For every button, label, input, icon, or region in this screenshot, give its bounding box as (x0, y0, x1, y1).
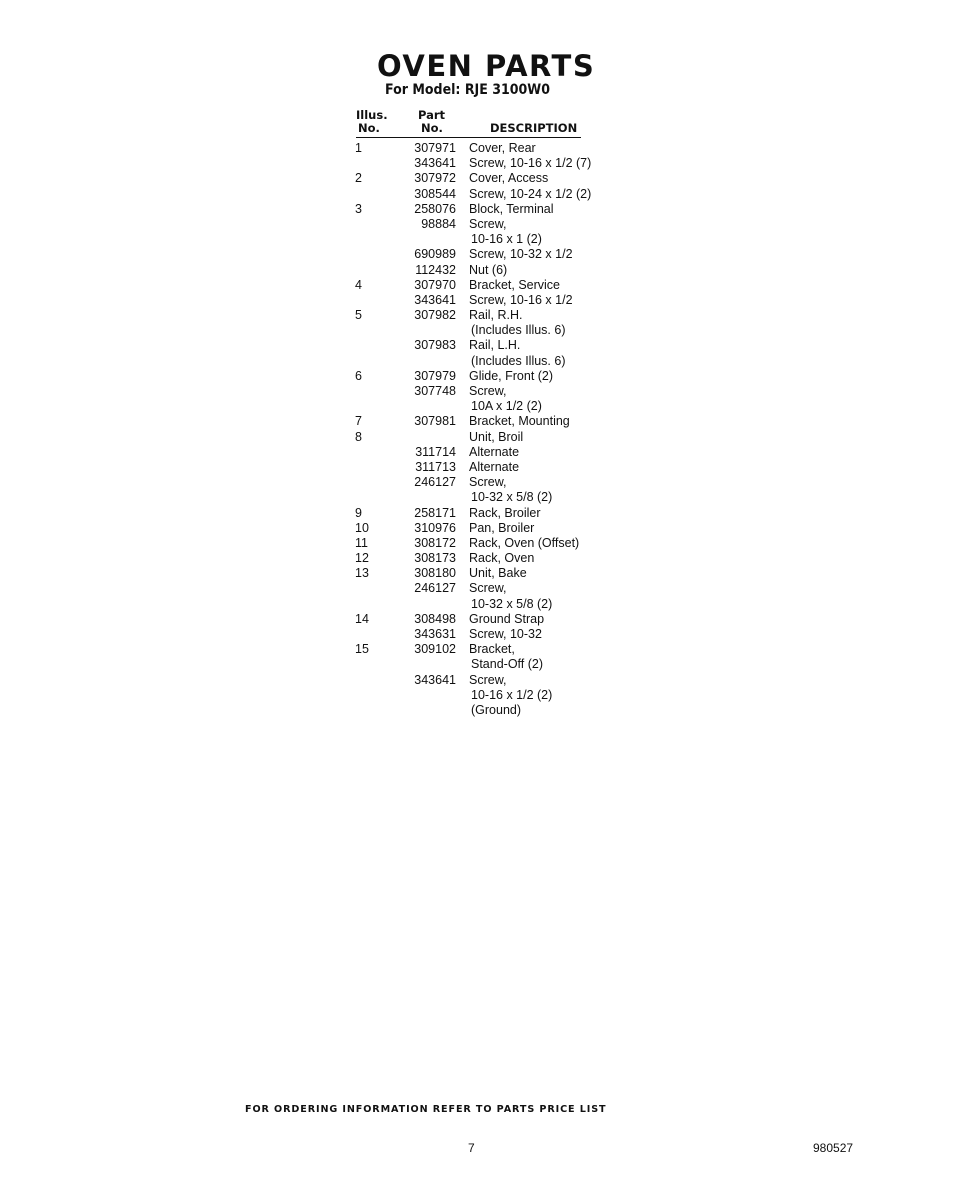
illus-number: 9 (355, 505, 362, 520)
table-row (0, 308, 953, 323)
part-description: Screw, 10-24 x 1/2 (2) (469, 186, 592, 201)
illus-number: 15 (355, 642, 369, 657)
table-row (0, 657, 953, 672)
illus-number: 10 (355, 520, 369, 535)
part-description: Rack, Oven (Offset) (469, 535, 580, 550)
table-row (0, 323, 953, 338)
part-description: Screw, (469, 581, 507, 596)
part-description: Rail, L.H. (469, 338, 521, 353)
table-row (0, 369, 953, 384)
ordering-info-note: FOR ORDERING INFORMATION REFER TO PARTS PRICE LIST (245, 1104, 607, 1115)
part-description: Bracket, Service (469, 277, 561, 292)
page-title: OVEN PARTS (377, 49, 596, 83)
header-illus-line2: No. (358, 121, 380, 135)
illus-number: 5 (355, 308, 362, 323)
illus-number: 11 (355, 535, 368, 550)
part-description: 10A x 1/2 (2) (471, 399, 542, 414)
part-number: 307983 (414, 338, 456, 353)
part-number: 307970 (414, 277, 456, 292)
table-row (0, 460, 953, 475)
part-number: 309102 (414, 642, 456, 657)
part-number: 258076 (414, 201, 456, 216)
table-row (0, 490, 953, 505)
part-description: Cover, Rear (469, 141, 536, 155)
part-description: Bracket, (469, 642, 515, 657)
part-description: Ground Strap (469, 611, 545, 626)
part-description: Bracket, Mounting (469, 414, 570, 429)
header-description: DESCRIPTION (490, 121, 578, 135)
table-row (0, 171, 953, 186)
part-description: Glide, Front (2) (469, 368, 554, 383)
part-description: 10-16 x 1 (2) (471, 232, 542, 247)
model-subtitle: For Model: RJE 3100W0 (385, 82, 550, 98)
header-illus-line1: Illus. (356, 108, 388, 122)
table-row (0, 506, 953, 521)
part-number: 307971 (414, 141, 456, 155)
illus-number: 3 (355, 201, 362, 216)
part-number: 311714 (415, 444, 456, 459)
part-number: 308544 (414, 186, 456, 201)
part-number: 308498 (414, 611, 456, 626)
part-number: 343641 (414, 156, 456, 171)
part-number: 310976 (414, 520, 456, 535)
part-description: Screw, (469, 672, 507, 687)
part-description: Unit, Bake (469, 566, 527, 581)
page-number: 7 (468, 1141, 475, 1155)
table-row (0, 384, 953, 399)
table-row (0, 597, 953, 612)
part-description: 10-16 x 1/2 (2) (471, 687, 553, 702)
illus-number: 12 (355, 551, 369, 566)
part-number: 246127 (414, 475, 456, 490)
part-number: 307981 (414, 414, 456, 429)
part-number: 258171 (414, 505, 456, 520)
part-number: 343641 (414, 292, 456, 307)
part-description: (Ground) (471, 702, 522, 717)
table-row (0, 536, 953, 551)
part-description: 10-32 x 5/8 (2) (471, 490, 553, 505)
table-row (0, 354, 953, 369)
part-number: 112432 (415, 262, 456, 277)
part-number: 307982 (414, 308, 456, 323)
table-row (0, 612, 953, 627)
illus-number: 2 (355, 171, 362, 186)
header-rule (356, 137, 581, 138)
table-row (0, 232, 953, 247)
part-number: 311713 (415, 459, 456, 474)
part-number: 307972 (414, 171, 456, 186)
table-row (0, 445, 953, 460)
parts-table (0, 141, 953, 718)
table-row (0, 475, 953, 490)
part-number: 690989 (414, 247, 456, 262)
document-number: 980527 (813, 1141, 854, 1155)
table-row (0, 217, 953, 232)
part-description: Cover, Access (469, 171, 549, 186)
part-description: Rail, R.H. (469, 308, 523, 323)
table-row (0, 521, 953, 536)
header-part-line1: Part (418, 108, 446, 122)
illus-number: 4 (355, 277, 362, 292)
table-row (0, 688, 953, 703)
table-row (0, 566, 953, 581)
part-description: Stand-Off (2) (471, 657, 544, 672)
part-number: 307748 (414, 384, 456, 398)
part-description: Screw, (469, 216, 507, 231)
part-number: 307979 (414, 368, 456, 383)
table-row (0, 673, 953, 688)
illus-number: 7 (355, 414, 362, 429)
part-number: 343641 (414, 672, 456, 687)
part-description: Screw, 10-32 (469, 627, 542, 641)
table-row (0, 399, 953, 414)
part-description: Pan, Broiler (469, 520, 535, 535)
table-row (0, 551, 953, 566)
table-row (0, 430, 953, 445)
table-row (0, 263, 953, 278)
table-row (0, 642, 953, 657)
illus-number: 6 (355, 368, 362, 383)
table-row (0, 202, 953, 217)
part-number: 308172 (414, 535, 456, 550)
part-description: Screw, 10-16 x 1/2 (469, 292, 573, 307)
table-row (0, 141, 953, 156)
illus-number: 14 (355, 611, 369, 626)
part-description: Rack, Broiler (469, 505, 541, 520)
part-description: 10-32 x 5/8 (2) (471, 596, 553, 611)
table-row (0, 703, 953, 718)
header-part-line2: No. (421, 121, 443, 135)
part-description: Alternate (469, 459, 520, 474)
illus-number: 13 (355, 566, 369, 581)
part-description: (Includes Illus. 6) (471, 323, 566, 338)
table-row (0, 278, 953, 293)
illus-number: 8 (355, 429, 362, 444)
table-row (0, 247, 953, 262)
part-number: 98884 (421, 216, 456, 231)
table-row (0, 187, 953, 202)
part-number: 246127 (414, 581, 456, 596)
part-number: 308173 (414, 551, 456, 566)
illus-number: 1 (355, 141, 362, 155)
table-row (0, 627, 953, 642)
part-description: (Includes Illus. 6) (471, 353, 566, 368)
part-description: Alternate (469, 444, 520, 459)
part-description: Screw, 10-32 x 1/2 (469, 247, 573, 262)
part-description: Screw, 10-16 x 1/2 (7) (469, 156, 592, 171)
part-number: 343631 (414, 627, 456, 641)
part-number: 308180 (414, 566, 456, 581)
table-row (0, 293, 953, 308)
part-description: Screw, (469, 475, 507, 490)
part-description: Nut (6) (469, 262, 508, 277)
table-row (0, 156, 953, 171)
part-description: Screw, (469, 384, 507, 398)
table-row (0, 338, 953, 353)
table-row (0, 581, 953, 596)
part-description: Unit, Broil (469, 429, 524, 444)
table-row (0, 414, 953, 429)
part-description: Rack, Oven (469, 551, 535, 566)
part-description: Block, Terminal (469, 201, 554, 216)
